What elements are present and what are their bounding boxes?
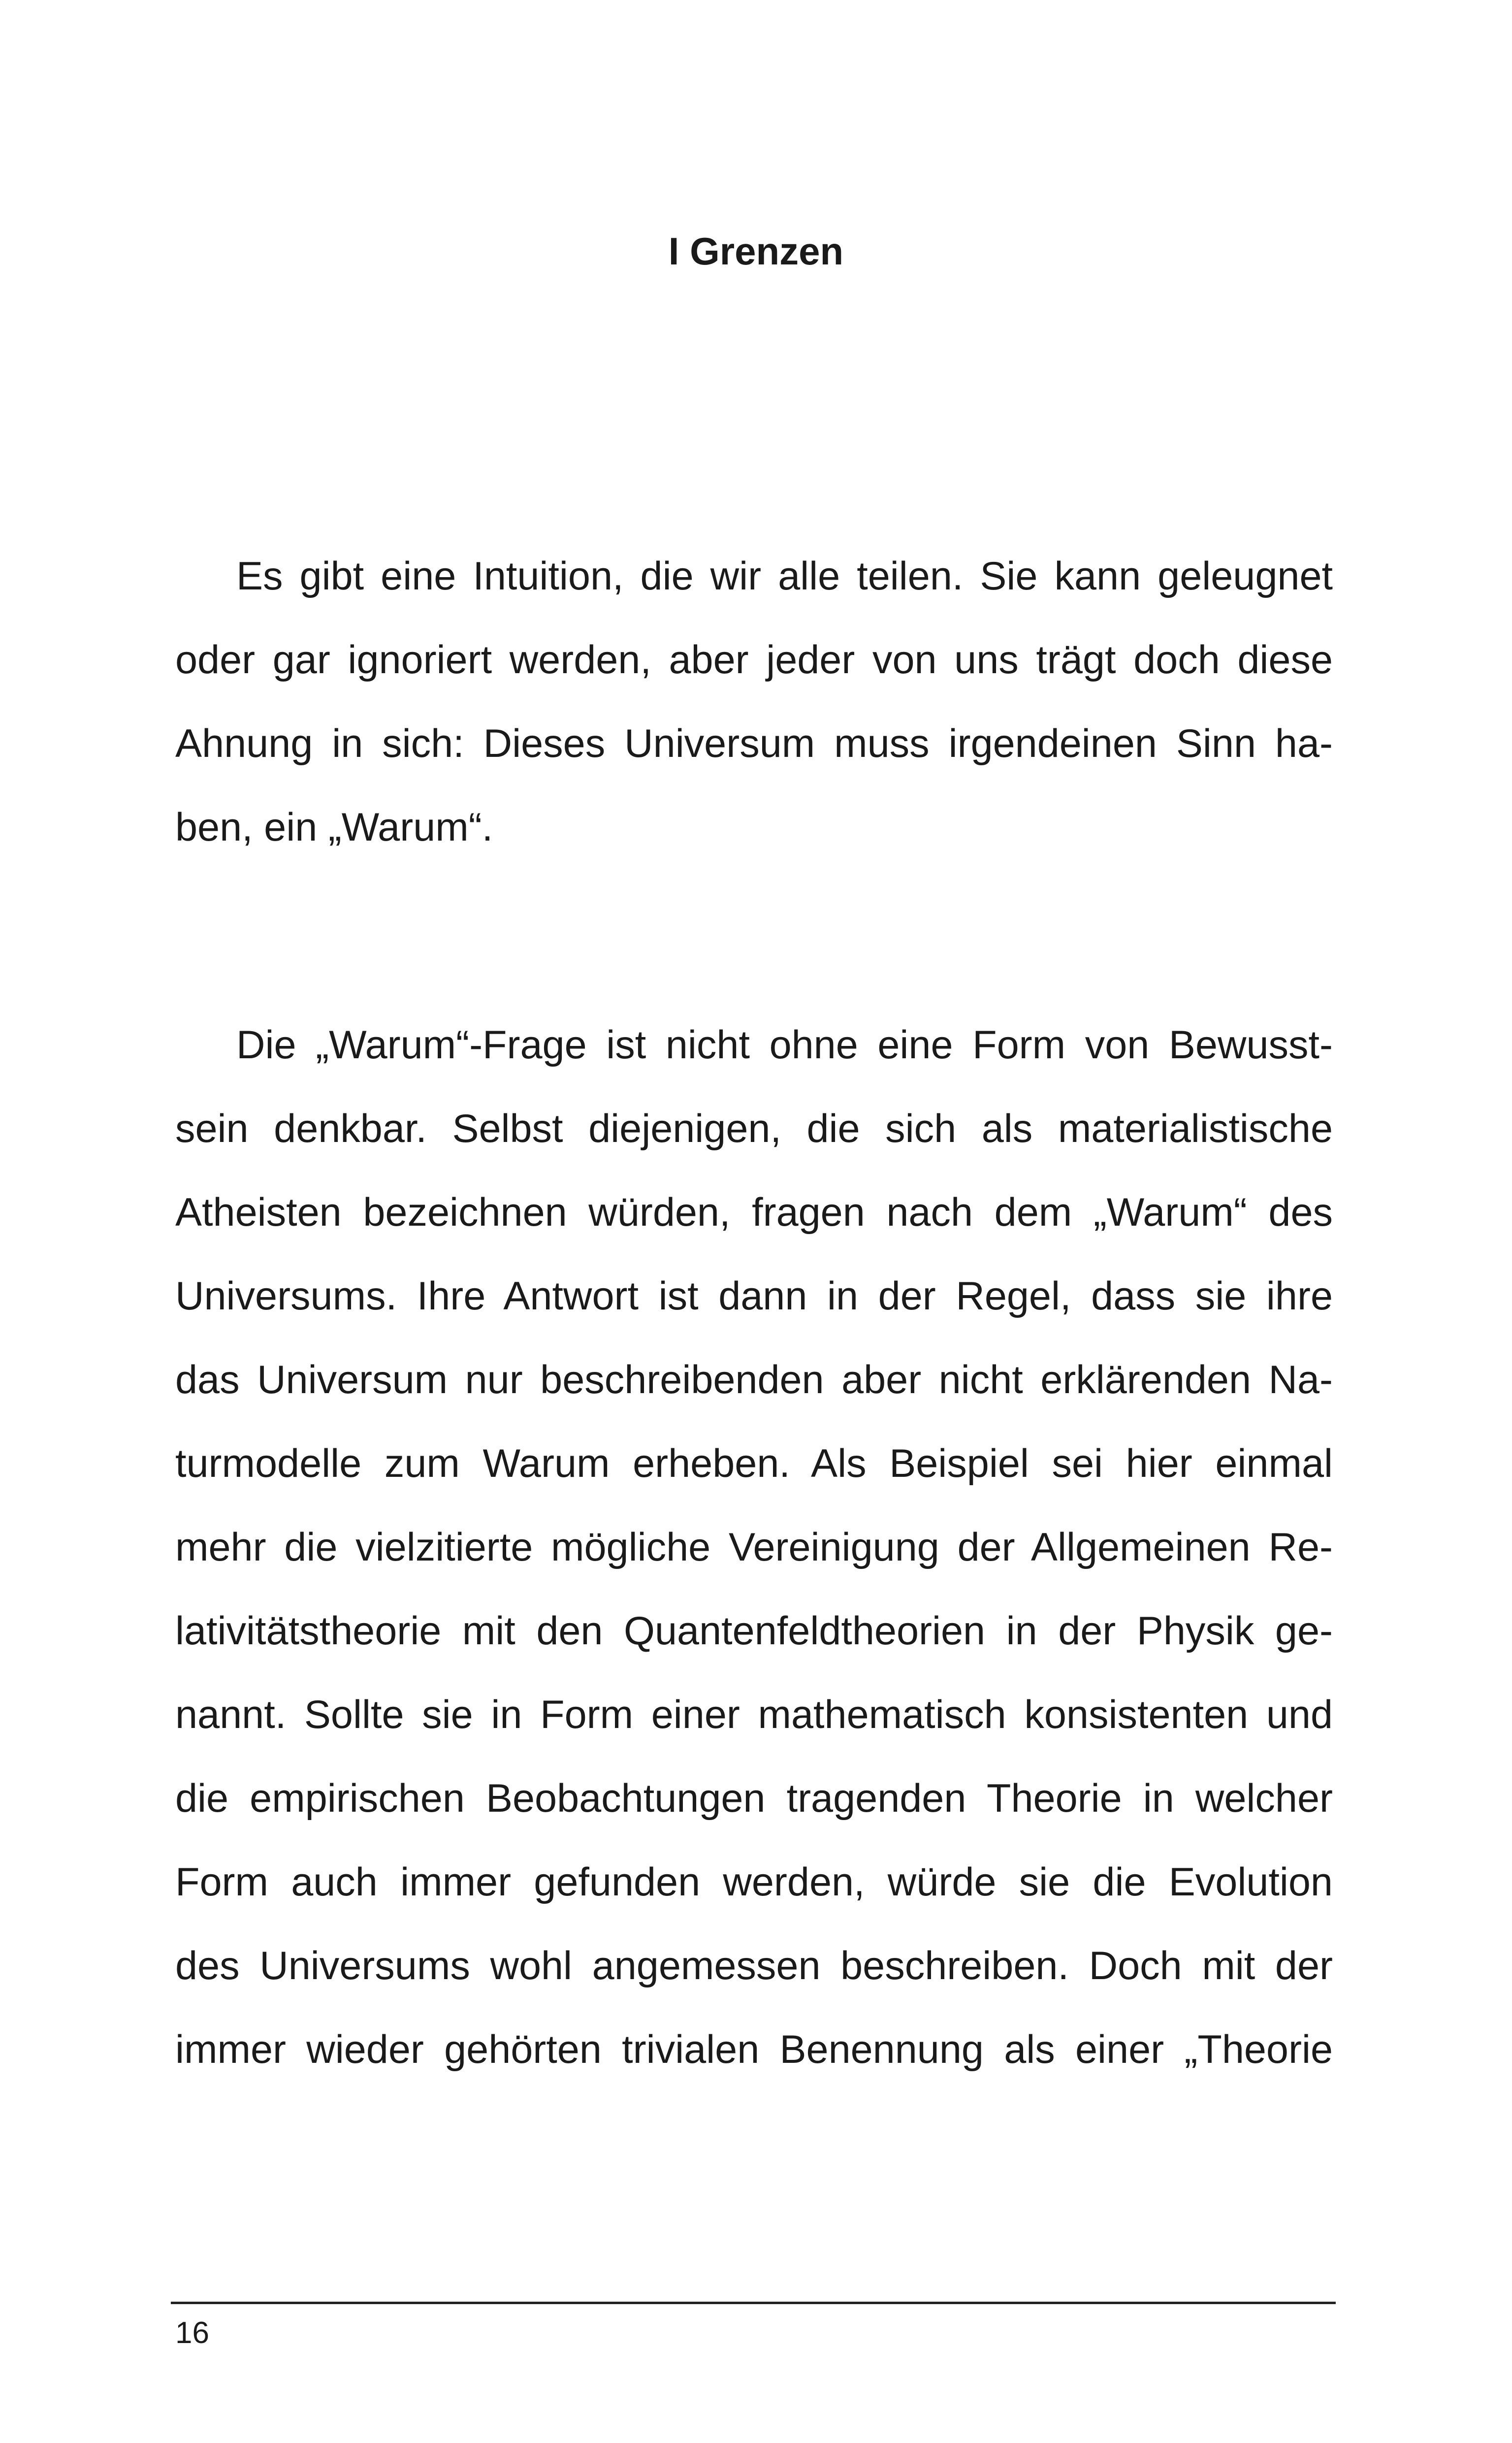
text-line: immer wieder gehörten trivialen Benennung als einer „Theorie: [175, 2027, 1333, 2072]
text-line: die empirischen Beobachtungen tragenden Theorie in welcher: [175, 1776, 1333, 1821]
text-line: des Universums wohl angemessen beschreiben. Doch mit der: [175, 1944, 1333, 1988]
paragraph-warum-frage: [175, 1003, 1333, 2091]
text-line: Atheisten bezeichnen würden, fragen nach dem „Warum“ des: [175, 1190, 1333, 1235]
text-line: oder gar ignoriert werden, aber jeder von uns trägt doch diese: [175, 638, 1333, 682]
text-line: turmodelle zum Warum erheben. Als Beispiel sei hier einmal: [175, 1441, 1333, 1486]
chapter-title: I Grenzen: [668, 229, 844, 273]
text-line: Die „Warum“-Frage ist nicht ohne eine Form von Bewusst-: [236, 1023, 1333, 1067]
text-line: das Universum nur beschreibenden aber nicht erklärenden Na-: [175, 1358, 1333, 1402]
text-line: Ahnung in sich: Dieses Universum muss irgendeinen Sinn ha-: [175, 721, 1333, 766]
paragraph-intuition: [175, 534, 1333, 869]
text-line: Es gibt eine Intuition, die wir alle teilen. Sie kann geleugnet: [236, 554, 1333, 598]
text-line: ben, ein „Warum“.: [175, 805, 493, 849]
page-number: 16: [175, 2316, 209, 2350]
text-line: Form auch immer gefunden werden, würde sie die Evolution: [175, 1860, 1333, 1904]
text-line: Universums. Ihre Antwort ist dann in der Regel, dass sie ihre: [175, 1274, 1333, 1318]
footer-divider: [171, 2302, 1336, 2304]
text-line: lativitätstheorie mit den Quantenfeldtheorien in der Physik ge-: [175, 1609, 1333, 1653]
text-line: sein denkbar. Selbst diejenigen, die sich als materialistische: [175, 1107, 1333, 1151]
text-line: nannt. Sollte sie in Form einer mathematisch konsistenten und: [175, 1693, 1333, 1737]
text-line: mehr die vielzitierte mögliche Vereinigung der Allgemeinen Re-: [175, 1525, 1333, 1569]
